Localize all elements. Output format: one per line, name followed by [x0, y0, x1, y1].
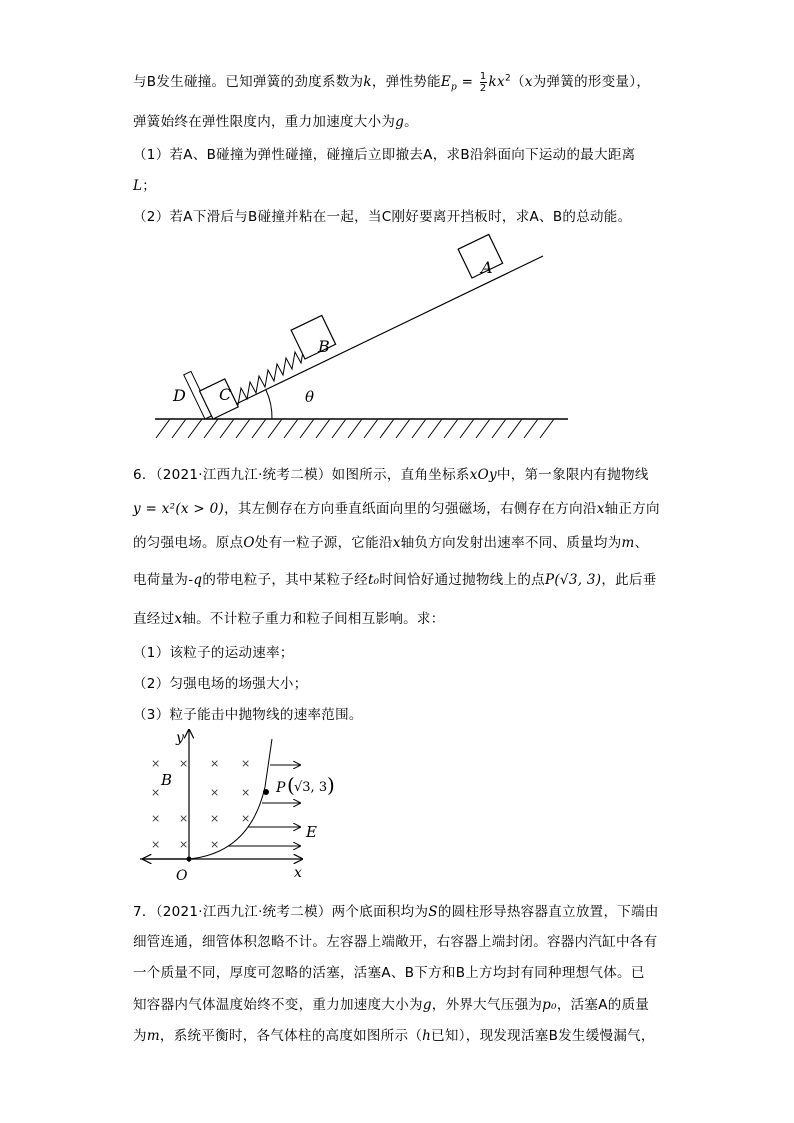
q7-line-4: 知容器内气体温度始终不变，重力加速度大小为g，外界大气压强为p₀，活塞A的质量: [133, 997, 650, 1013]
field-cross: ×: [241, 812, 251, 825]
ground-hatch: [428, 419, 442, 438]
field-cross: ×: [210, 812, 220, 825]
q7-line-3: 一个质量不同，厚度可忽略的活塞，活塞A、B下方和B上方均封有同种理想气体。已: [133, 965, 645, 981]
q5-line-1: 与B发生碰撞。已知弹簧的劲度系数为k，弹性势能$E_p$ = $\frac{1}{2}$ $kx^2(x$为弹簧的形变量），: [133, 70, 651, 94]
label-c: C: [219, 385, 232, 404]
q7-line-2: 细管连通，细管体积忽略不计。左容器上端敞开，右容器上端封闭。容器内汽缸中各有: [133, 934, 658, 950]
ground-hatch: [268, 419, 282, 438]
label-theta: θ: [305, 388, 315, 406]
paren-open: (: [287, 773, 295, 797]
label-e-field: E: [306, 823, 317, 841]
q6-sub-1: （1）该粒子的运动速率；: [133, 645, 294, 661]
parabola: [189, 739, 272, 859]
point-p: [263, 789, 269, 795]
ground-hatch: [524, 419, 538, 438]
field-cross: ×: [151, 757, 161, 770]
label-p: P: [276, 780, 286, 796]
q7-line-1: 7．（2021·江西九江·统考二模）两个底面积均为S的圆柱形导热容器直立放置，下端由: [133, 904, 659, 920]
field-cross: ×: [151, 786, 161, 799]
ground-hatch: [284, 419, 298, 438]
ground-hatch: [540, 419, 554, 438]
ground-hatch: [316, 419, 330, 438]
field-cross: ×: [179, 812, 189, 825]
ground-hatch: [492, 419, 506, 438]
origin-dot: [187, 857, 192, 862]
paren-close: ): [327, 773, 335, 797]
ground-hatch: [348, 419, 362, 438]
ground-hatch: [172, 419, 186, 438]
label-b-field: B: [161, 771, 173, 789]
q6-line-5: 直经过x轴。不计粒子重力和粒子间相互影响。求：: [133, 611, 445, 627]
field-cross: ×: [210, 838, 220, 851]
label-y: y: [176, 730, 184, 746]
field-cross: ×: [210, 757, 220, 770]
ground-hatch: [508, 419, 522, 438]
ground-hatch: [300, 419, 314, 438]
q6-line-3: 的匀强电场。原点O处有一粒子源，它能沿x轴负方向发射出速率不同、质量均为m、: [133, 535, 649, 551]
q5-sub-1-cont: L；: [133, 178, 157, 194]
ground-hatch: [412, 419, 426, 438]
q7-line-5: 为m，系统平衡时，各气体柱的高度如图所示（h已知），现发现活塞B发生缓慢漏气，: [133, 1028, 655, 1044]
label-b: B: [318, 337, 330, 356]
ground-hatch: [460, 419, 474, 438]
field-cross: ×: [179, 757, 189, 770]
q6-sub-3: （3）粒子能击中抛物线的速率范围。: [133, 707, 363, 723]
ground-hatch: [332, 419, 346, 438]
ground-hatch: [364, 419, 378, 438]
spring: [238, 346, 309, 405]
ground-hatch: [444, 419, 458, 438]
label-x: x: [294, 865, 302, 881]
label-d: D: [173, 386, 186, 405]
ground-hatch: [380, 419, 394, 438]
incline-figure: [0, 0, 794, 460]
q6-line-2: y = x²(x > 0)，其左侧存在方向垂直纸面向里的匀强磁场，右侧存在方向沿x轴正方向: [133, 501, 660, 517]
q6-line-4: 电荷量为-q的带电粒子，其中某粒子经t₀时间恰好通过抛物线上的点P(√3, 3)，此后垂: [133, 572, 657, 588]
field-cross: ×: [151, 812, 161, 825]
ground-hatch: [252, 419, 266, 438]
field-cross: ×: [151, 838, 161, 851]
ground-hatch: [204, 419, 218, 438]
field-cross: ×: [241, 757, 251, 770]
ground-hatch: [220, 419, 234, 438]
q6-line-1: 6．（2021·江西九江·统考二模）如图所示，直角坐标系xOy中，第一象限内有抛物线: [133, 467, 649, 483]
field-cross: ×: [179, 838, 189, 851]
q5-sub-2: （2）若A下滑后与B碰撞并粘在一起，当C刚好要离开挡板时，求A、B的总动能。: [133, 209, 632, 225]
ground-hatch: [236, 419, 250, 438]
field-cross: ×: [210, 786, 220, 799]
q6-sub-2: （2）匀强电场的场强大小；: [133, 676, 308, 692]
ground-hatch: [156, 419, 170, 438]
ground-hatch: [476, 419, 490, 438]
q5-sub-1: （1）若A、B碰撞为弹性碰撞，碰撞后立即撤去A，求B沿斜面向下运动的最大距离: [133, 147, 636, 163]
label-o: O: [176, 868, 188, 884]
label-a: A: [481, 258, 493, 277]
field-cross: ×: [241, 786, 251, 799]
field-figure: [0, 725, 794, 885]
ground-hatch: [396, 419, 410, 438]
q5-line-2: 弹簧始终在弹性限度内，重力加速度大小为g。: [133, 114, 418, 130]
label-p-coord: √3, 3: [294, 780, 328, 795]
ground-hatch: [188, 419, 202, 438]
